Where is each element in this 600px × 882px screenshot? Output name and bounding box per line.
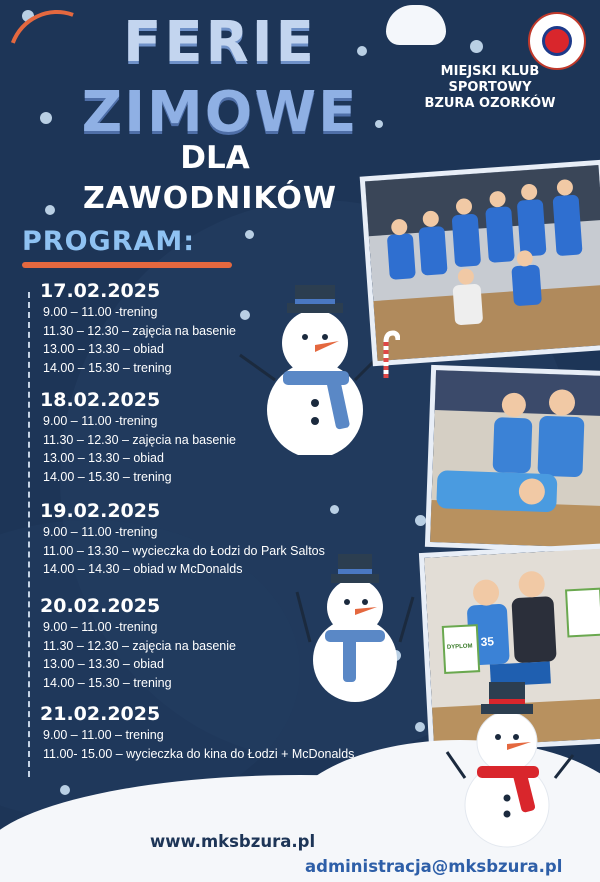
day-date: 17.02.2025 (40, 280, 161, 302)
club-name-line: MIEJSKI KLUB (440, 64, 540, 79)
schedule-item: 11.30 – 12.30 – zajęcia na basenie (43, 323, 236, 338)
schedule-item: 11.00 – 13.30 – wycieczka do Łodzi do Park Saltos (43, 543, 325, 558)
schedule-item: 11.00- 15.00 – wycieczka do kina do Łodzi + McDonalds (43, 746, 355, 761)
program-underline (22, 262, 232, 268)
snowman-illustration (285, 552, 425, 702)
schedule-item: 14.00 – 15.30 – trening (43, 469, 172, 484)
jersey-number: 35 (480, 634, 495, 649)
snowman-illustration (445, 680, 575, 850)
club-name (400, 64, 580, 112)
email-link[interactable]: administracja@mksbzura.pl (305, 857, 563, 876)
title-zimowe: ZIMOWE (81, 80, 359, 145)
schedule-item: 11.30 – 12.30 – zajęcia na basenie (43, 638, 236, 653)
players-photo-image (430, 370, 600, 548)
day-date: 19.02.2025 (40, 500, 161, 522)
snowflake-dot (245, 230, 254, 239)
day-date: 18.02.2025 (40, 389, 161, 411)
schedule-item: 9.00 – 11.00 -trening (43, 414, 158, 428)
title-dla: DLA (180, 140, 250, 176)
day-date: 20.02.2025 (40, 595, 161, 617)
logo-emblem (542, 26, 572, 56)
schedule-item: 13.00 – 13.30 – obiad (43, 342, 164, 356)
club-name-line: BZURA OZORKÓW (424, 96, 556, 111)
schedule-item: 11.30 – 12.30 – zajęcia na basenie (43, 432, 236, 447)
players-photo (425, 365, 600, 553)
schedule-item: 13.00 – 13.30 – obiad (43, 657, 164, 671)
website-link[interactable]: www.mksbzura.pl (150, 832, 316, 851)
candy-cane-icon (380, 330, 400, 380)
schedule-item: 9.00 – 11.00 -trening (43, 620, 158, 634)
schedule-item: 14.00 – 15.30 – trening (43, 360, 172, 375)
schedule-day (40, 702, 400, 763)
diploma-label: DYPLOM (446, 643, 473, 651)
schedule-item: 9.00 – 11.00 – trening (43, 728, 164, 742)
schedule-item: 9.00 – 11.00 -trening (43, 305, 158, 319)
club-name-line: SPORTOWY (448, 80, 532, 95)
schedule-item: 14.00 – 14.30 – obiad w McDonalds (43, 562, 243, 576)
title-ferie: FERIE (123, 10, 317, 75)
schedule-timeline (28, 292, 32, 777)
team-photo-image (365, 165, 600, 361)
snowflake-dot (60, 785, 70, 795)
club-logo (528, 12, 586, 70)
snowflake-dot (470, 40, 483, 53)
snow-cap (386, 5, 446, 45)
title-zawodnikow: ZAWODNIKÓW (83, 181, 337, 216)
schedule-item: 9.00 – 11.00 -trening (43, 525, 158, 539)
program-heading: PROGRAM: (22, 226, 196, 257)
snowflake-dot (415, 515, 426, 526)
schedule-item: 13.00 – 13.30 – obiad (43, 451, 164, 465)
schedule-item: 14.00 – 15.30 – trening (43, 675, 172, 690)
day-date: 21.02.2025 (40, 703, 161, 725)
